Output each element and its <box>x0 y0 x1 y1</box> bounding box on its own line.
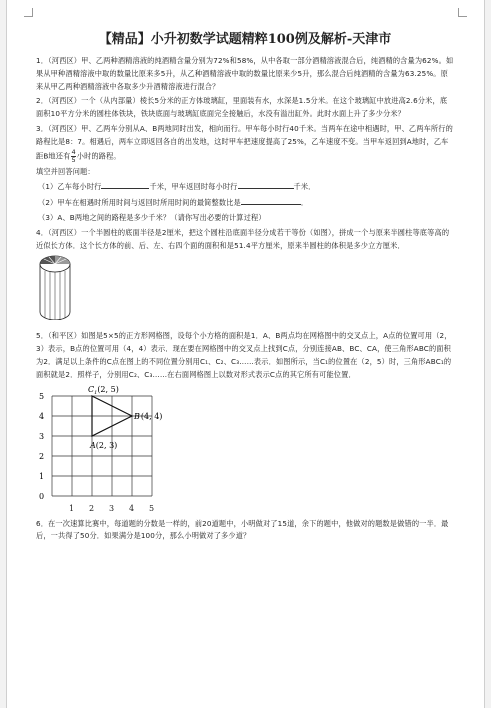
sub-1-text-c: 千米． <box>293 182 316 192</box>
document-left-margin <box>0 0 7 708</box>
x-tick-label: 5 <box>149 503 155 513</box>
point-b-label: B(4, 4) <box>134 411 163 421</box>
grid-figure <box>38 384 454 514</box>
question-2: 2．（河西区）一个（从内部量）棱长5分米的正方体玻璃缸，里面装有水，水深是1.5分米。在这个玻璃缸中放进高2.6分米，底面积10平方分米的圆柱体铁块，铁块底面与玻璃缸底面完全接触后，水没有溢出缸外。此时水面上升了多少分米？ <box>36 96 448 119</box>
document-right-margin <box>484 0 491 708</box>
question-3-sub-1 <box>36 180 454 194</box>
y-tick-label: 5 <box>39 391 45 401</box>
y-tick-label: 0 <box>39 491 45 501</box>
page-corner-mark <box>24 8 33 17</box>
x-tick-label: 1 <box>69 503 75 513</box>
half-cylinder-diagram <box>38 254 72 320</box>
x-tick-label: 4 <box>129 503 135 513</box>
y-tick-label: 3 <box>39 431 45 441</box>
question-4: 4．（河西区）一个半圆柱的底面半径是2厘米，把这个圆柱沿底面半径分成若干等份（如图），拼成一个与原来半圆柱等底等高的近似长方体．这个长方体的前、后、左、右四个面的面积和是51.4平方厘米，原来半圆柱的体积是多少立方厘米． <box>36 227 450 250</box>
x-axis-labels <box>38 504 178 514</box>
point-a-label: A(2, 3) <box>90 440 118 450</box>
point-c1-label: $C_1(2$, 5) <box>88 384 119 396</box>
document-page <box>36 28 454 545</box>
question-3 <box>36 123 454 164</box>
sub-2-text-b: ． <box>300 198 309 208</box>
question-3-text-end: 小时的路程。 <box>76 151 121 161</box>
sub-1-text-b: 千米，甲车返回时每小时行 <box>149 182 238 192</box>
page-title: 【精品】小升初数学试题精粹100例及解析-天津市 <box>98 32 392 47</box>
fraction <box>71 149 75 164</box>
x-tick-label: 2 <box>89 503 95 513</box>
coordinate-grid <box>38 384 178 502</box>
question-1: 1．（河西区）甲、乙两种酒精溶液的纯酒精含量分别为72%和58%，从中各取一部分酒精溶液混合后，纯酒精的含量为62%。如果从甲种酒精溶液中取的数量比原来多5升，从乙种酒精溶液中取的数量比原来少5升，那么混合后纯酒精的含量为63.25%。原来从甲乙两种酒精溶液中各取多少升酒精溶液进行混合？ <box>36 56 454 91</box>
question-3-sub-2 <box>36 196 454 210</box>
sub-1-text-a: （1）乙车每小时行 <box>38 182 102 192</box>
sub-2-text-a: （2）甲车在相遇时所用时间与返回时所用时间的最简整数比是 <box>38 198 241 208</box>
y-tick-label: 4 <box>39 411 45 421</box>
answer-blank <box>238 180 294 189</box>
x-tick-label: 3 <box>109 503 115 513</box>
question-3-text: 3．（河西区）甲、乙两车分别从A、B两地同时出发，相向而行。甲车每小时行40千米。当两车在途中相遇时，甲、乙两车所行的路程比是8：7。相遇后，两车立即返回各自的出发地，这时甲车把速度提高了25%，乙车速度不变。当甲车返回到A地时，乙车距B地还有 <box>36 123 453 161</box>
question-3-sub-3: （3）A、B两地之间的路程是多少千米？（请你写出必要的计算过程） <box>38 212 266 222</box>
answer-blank <box>241 196 301 205</box>
fraction-numerator: 4 <box>71 147 76 156</box>
half-cylinder-figure <box>38 254 454 324</box>
fraction-denominator: 5 <box>71 155 76 164</box>
answer-blank <box>101 180 149 189</box>
question-5: 5．（和平区）如图是5×5的正方形网格图，设每个小方格的面积是1．A、B两点均在网格图中的交叉点上，A点的位置可用（2，3）表示，B点的位置可用（4，4）表示．现在要在网格图中的交叉点上找到C点，分别连接AB、BC、CA，使三角形ABC的面积为2．满足以上条件的C点在图上的不同位置分别用C₁、C₂、C₃……表示．如图所示，当C₁的位置在（2，5）时，三角形ABC₁的面积就是2．照样子，分别用C₂、C₃……在右面网格图上以数对形式表示C点的其它所有可能位置． <box>36 331 452 379</box>
y-tick-label: 2 <box>39 451 45 461</box>
y-tick-label: 1 <box>39 471 45 481</box>
page-corner-mark <box>458 8 467 17</box>
question-3-fill-title: 填空并回答问题： <box>36 166 95 176</box>
question-6: 6．在一次速算比赛中，每道题的分数是一样的，前20道题中，小明做对了15道，余下的题中，他做对的题数是做错的一半．最后，一共得了50分．如果满分是100分，那么小明做对了多少道？ <box>36 518 449 541</box>
